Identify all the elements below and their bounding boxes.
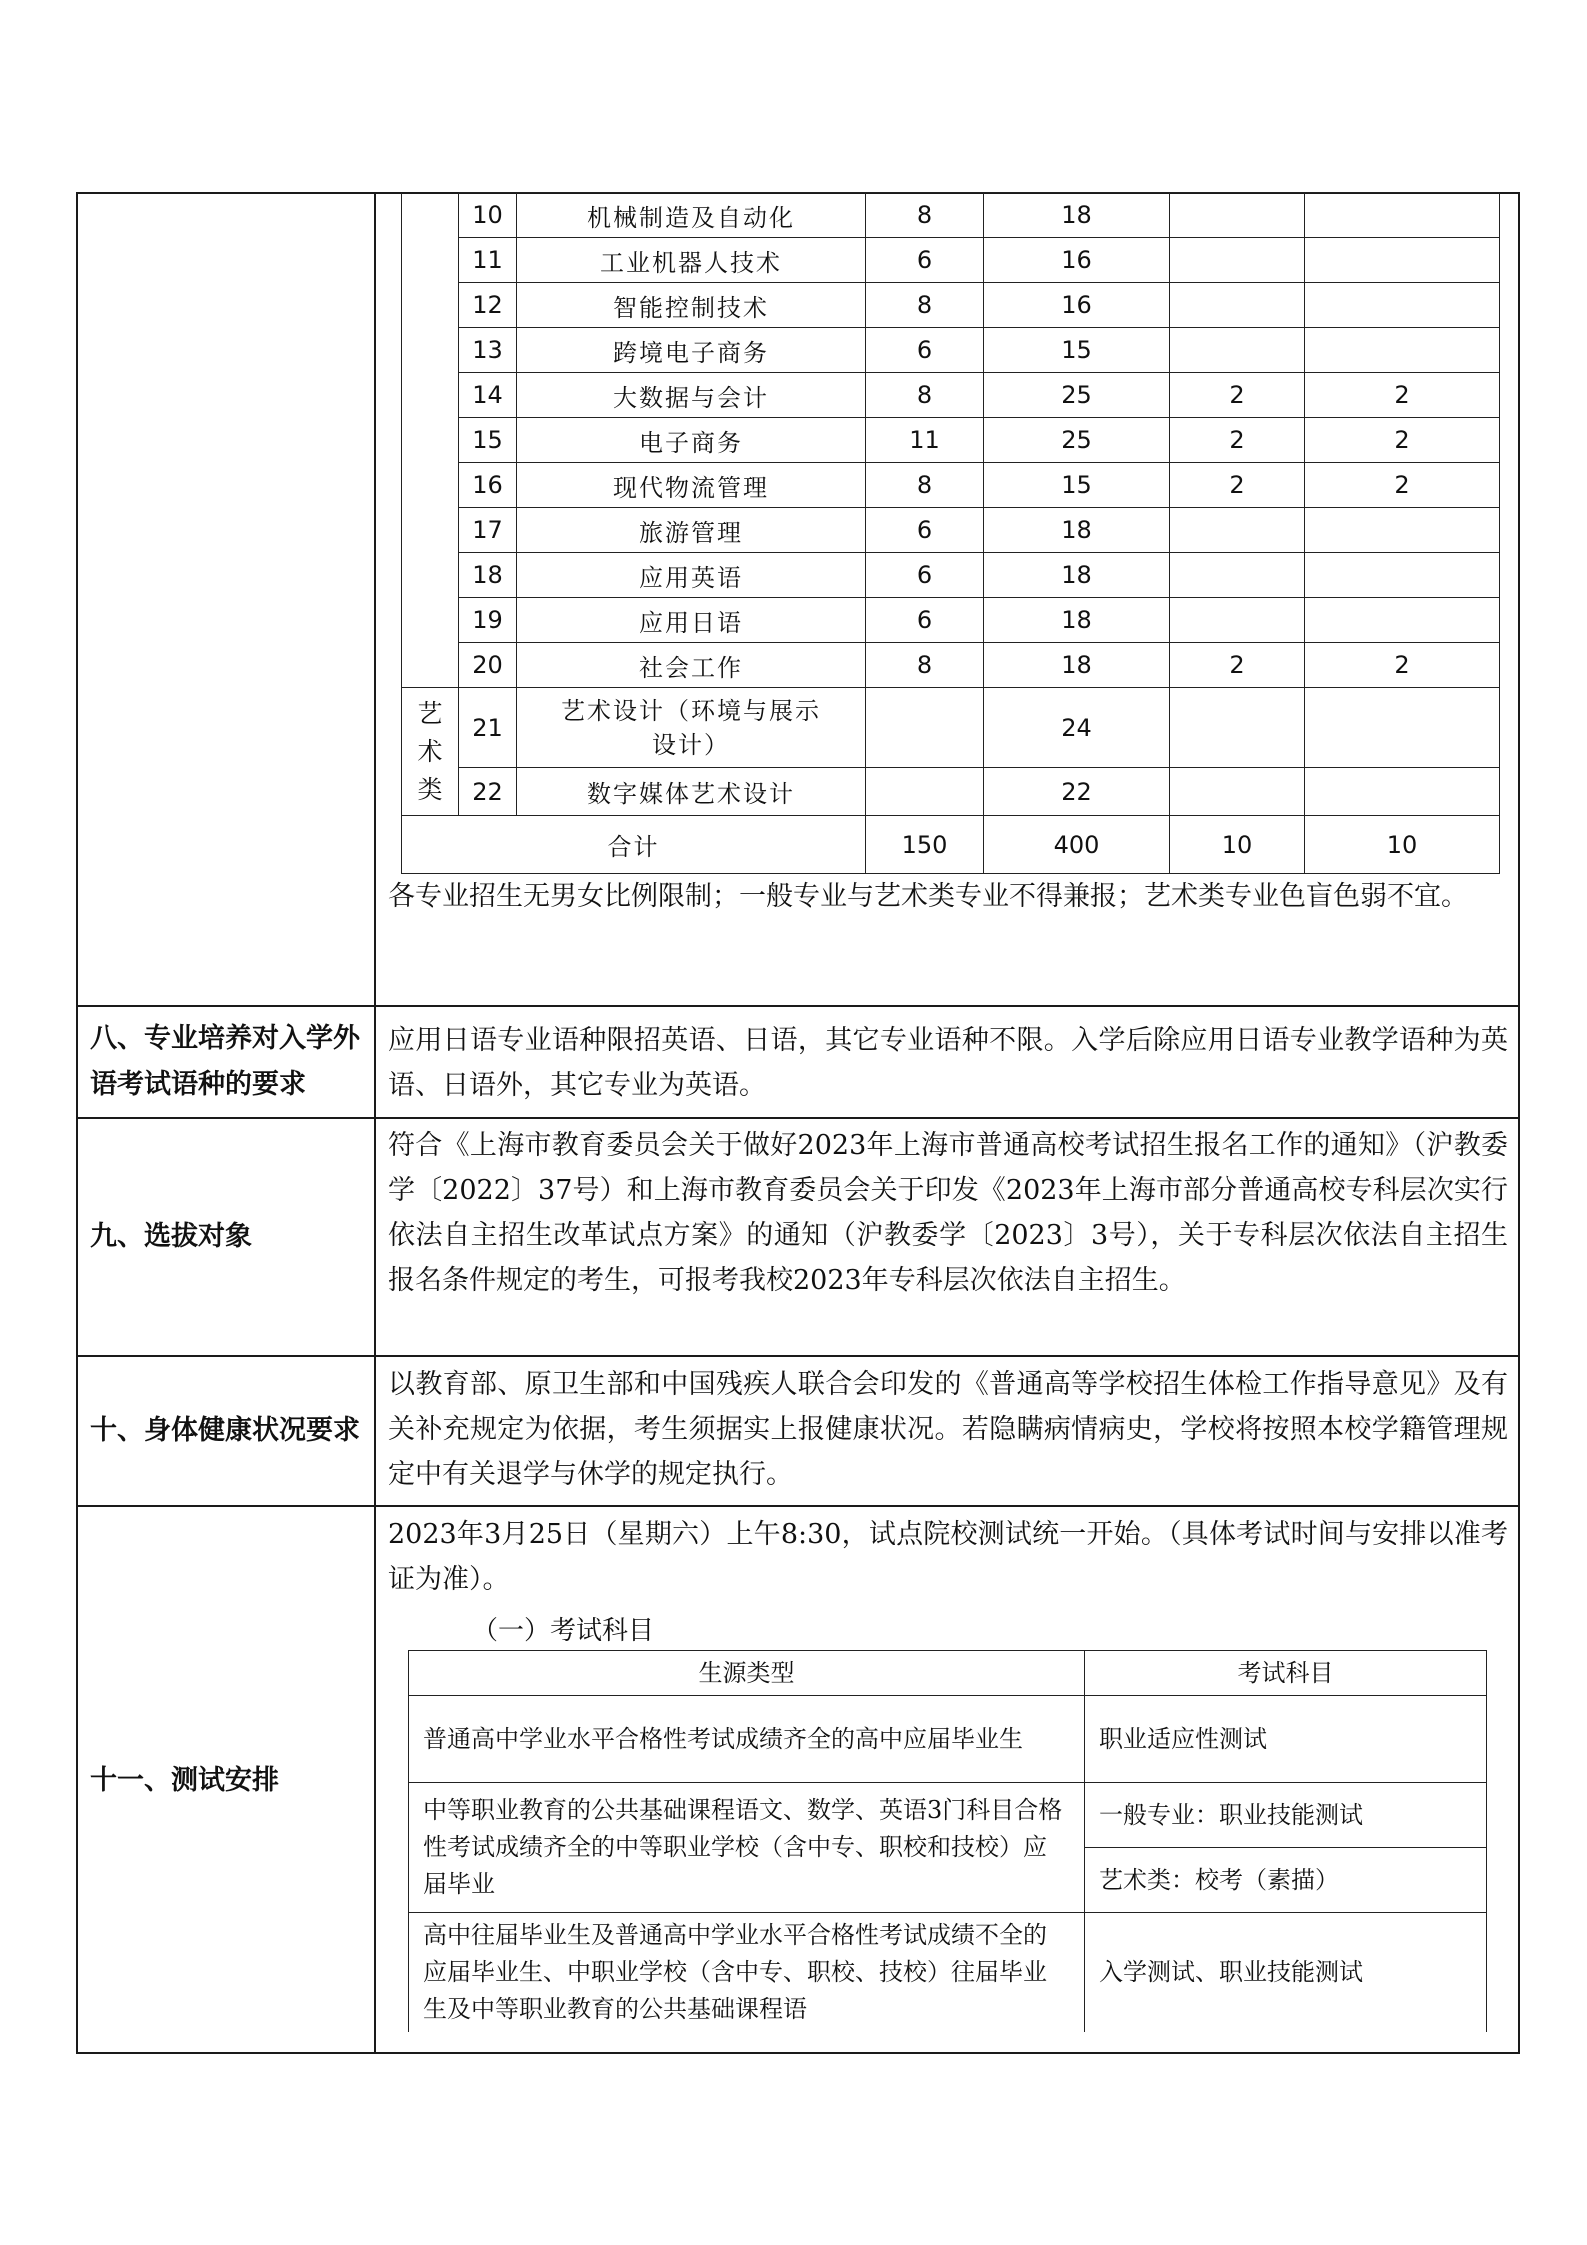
- major-name: 旅游管理: [517, 508, 866, 553]
- quota-cell: 15: [984, 463, 1170, 508]
- quota-cell: [1305, 688, 1500, 768]
- quota-cell: 2: [1305, 373, 1500, 418]
- major-number: 22: [459, 768, 517, 816]
- major-name: 应用英语: [517, 553, 866, 598]
- quota-cell: 6: [866, 328, 984, 373]
- section-10-text: 以教育部、原卫生部和中国残疾人联合会印发的《普通高等学校招生体检工作指导意见》及有关补充规定为依据，考生须据实上报健康状况。若隐瞒病情病史，学校将按照本校学籍管理规定中有关退学与休学的规定执行。: [388, 1369, 1508, 1490]
- subject-cell: 艺术类：校考（素描）: [1085, 1848, 1487, 1913]
- subject-cell: 入学测试、职业技能测试: [1085, 1913, 1487, 2033]
- major-row: [402, 508, 1500, 553]
- quota-cell: [1305, 768, 1500, 816]
- major-number: 12: [459, 283, 517, 328]
- exam-row: [409, 1783, 1487, 1848]
- art-category-label: 艺术类: [417, 698, 443, 804]
- major-number: 16: [459, 463, 517, 508]
- quota-cell: 2: [1170, 643, 1305, 688]
- quota-cell: 8: [866, 643, 984, 688]
- section-9-label: 九、选拔对象: [90, 1221, 252, 1252]
- major-name: 艺术设计（环境与展示设计）: [517, 688, 866, 768]
- total-row: [402, 816, 1500, 874]
- quota-cell: 2: [1170, 418, 1305, 463]
- section-8-text: 应用日语专业语种限招英语、日语，其它专业语种不限。入学后除应用日语专业教学语种为英语、日语外，其它专业为英语。: [388, 1025, 1508, 1101]
- major-number: 17: [459, 508, 517, 553]
- total-cell: 10: [1170, 816, 1305, 874]
- quota-cell: 6: [866, 598, 984, 643]
- major-name: 应用日语: [517, 598, 866, 643]
- section-9-text: 符合《上海市教育委员会关于做好2023年上海市普通高校考试招生报名工作的通知》（沪教委学〔2022〕37号）和上海市教育委员会关于印发《2023年上海市部分普通高校专科层次实行依法自主招生改革试点方案》的通知（沪教委学〔2023〕3号），关于专科层次依法自主招生报名条件规定的考生，可报考我校2023年专科层次依法自主招生。: [388, 1130, 1508, 1296]
- major-number: 20: [459, 643, 517, 688]
- quota-cell: [1170, 598, 1305, 643]
- exam-row: [409, 1696, 1487, 1783]
- quota-cell: 2: [1170, 373, 1305, 418]
- major-row: [402, 238, 1500, 283]
- quota-cell: 24: [984, 688, 1170, 768]
- quota-cell: 18: [984, 553, 1170, 598]
- label-column-divider: [374, 192, 376, 2054]
- enrollment-note: 各专业招生无男女比例限制；一般专业与艺术类专业不得兼报；艺术类专业色盲色弱不宜。: [388, 881, 1468, 912]
- quota-cell: [1305, 508, 1500, 553]
- quota-cell: [1305, 328, 1500, 373]
- quota-cell: [1170, 553, 1305, 598]
- quota-cell: [1170, 193, 1305, 238]
- quota-cell: 18: [984, 643, 1170, 688]
- quota-cell: 16: [984, 238, 1170, 283]
- quota-cell: [1170, 688, 1305, 768]
- quota-cell: 16: [984, 283, 1170, 328]
- quota-cell: 22: [984, 768, 1170, 816]
- major-name: 数字媒体艺术设计: [517, 768, 866, 816]
- major-number: 19: [459, 598, 517, 643]
- quota-cell: 6: [866, 553, 984, 598]
- quota-cell: 18: [984, 508, 1170, 553]
- col-header-source-type: 生源类型: [409, 1651, 1085, 1696]
- section-11-label: 十一、测试安排: [90, 1764, 279, 1796]
- col-header-subjects: 考试科目: [1085, 1651, 1487, 1696]
- major-number: 10: [459, 193, 517, 238]
- major-number: 11: [459, 238, 517, 283]
- art-category-cell: [402, 688, 459, 816]
- major-row: [402, 553, 1500, 598]
- quota-cell: 6: [866, 238, 984, 283]
- quota-cell: 18: [984, 598, 1170, 643]
- quota-cell: 18: [984, 193, 1170, 238]
- source-type-cell: 普通高中学业水平合格性考试成绩齐全的高中应届毕业生: [409, 1696, 1085, 1783]
- quota-cell: 15: [984, 328, 1170, 373]
- quota-cell: 8: [866, 463, 984, 508]
- major-row: [402, 193, 1500, 238]
- major-name: 电子商务: [517, 418, 866, 463]
- quota-cell: 2: [1305, 643, 1500, 688]
- section-10-label: 十、身体健康状况要求: [90, 1415, 360, 1446]
- major-name: 机械制造及自动化: [517, 193, 866, 238]
- quota-cell: [1170, 283, 1305, 328]
- total-cell: 150: [866, 816, 984, 874]
- major-row: [402, 283, 1500, 328]
- major-number: 15: [459, 418, 517, 463]
- total-cell: 400: [984, 816, 1170, 874]
- category-cell: [402, 193, 459, 688]
- quota-cell: 2: [1305, 418, 1500, 463]
- quota-cell: 8: [866, 193, 984, 238]
- quota-cell: 8: [866, 283, 984, 328]
- major-row: [402, 373, 1500, 418]
- major-number: 18: [459, 553, 517, 598]
- exam-row: [409, 1913, 1487, 2033]
- major-name: 社会工作: [517, 643, 866, 688]
- quota-cell: 25: [984, 418, 1170, 463]
- major-row: [402, 328, 1500, 373]
- major-row: [402, 418, 1500, 463]
- major-row: [402, 768, 1500, 816]
- quota-cell: 2: [1305, 463, 1500, 508]
- quota-cell: [1305, 553, 1500, 598]
- major-number: 14: [459, 373, 517, 418]
- subject-cell: 职业适应性测试: [1085, 1696, 1487, 1783]
- major-name: 跨境电子商务: [517, 328, 866, 373]
- major-name: 现代物流管理: [517, 463, 866, 508]
- quota-cell: [1170, 328, 1305, 373]
- quota-cell: 11: [866, 418, 984, 463]
- major-row: [402, 688, 1500, 768]
- quota-cell: 25: [984, 373, 1170, 418]
- quota-cell: [866, 688, 984, 768]
- quota-cell: 8: [866, 373, 984, 418]
- major-row: [402, 463, 1500, 508]
- quota-cell: [1305, 598, 1500, 643]
- quota-cell: [1305, 193, 1500, 238]
- section-11-text: 2023年3月25日（星期六）上午8:30，试点院校测试统一开始。（具体考试时间与安排以准考证为准）。: [388, 1519, 1508, 1595]
- major-row: [402, 643, 1500, 688]
- quota-cell: [866, 768, 984, 816]
- major-name: 智能控制技术: [517, 283, 866, 328]
- source-type-cell: 高中往届毕业生及普通高中学业水平合格性考试成绩不全的应届毕业生、中职业学校（含中专、职校、技校）往届毕业生及中等职业教育的公共基础课程语: [409, 1913, 1085, 2033]
- total-label: 合计: [402, 816, 866, 874]
- section-8-label: 八、专业培养对入学外语考试语种的要求: [90, 1023, 360, 1100]
- major-number: 21: [459, 688, 517, 768]
- source-type-cell: 中等职业教育的公共基础课程语文、数学、英语3门科目合格性考试成绩齐全的中等职业学校（含中专、职校和技校）应届毕业: [409, 1783, 1085, 1913]
- exam-subjects-heading: （一）考试科目: [472, 1616, 655, 1646]
- quota-cell: [1170, 238, 1305, 283]
- major-number: 13: [459, 328, 517, 373]
- total-cell: 10: [1305, 816, 1500, 874]
- quota-cell: [1170, 768, 1305, 816]
- quota-cell: [1170, 508, 1305, 553]
- major-name: 工业机器人技术: [517, 238, 866, 283]
- quota-cell: [1305, 238, 1500, 283]
- exam-header-row: [409, 1651, 1487, 1696]
- exam-subjects-table: [408, 1650, 1487, 2032]
- major-row: [402, 598, 1500, 643]
- quota-cell: [1305, 283, 1500, 328]
- quota-cell: 6: [866, 508, 984, 553]
- subject-cell: 一般专业：职业技能测试: [1085, 1783, 1487, 1848]
- major-name: 大数据与会计: [517, 373, 866, 418]
- quota-cell: 2: [1170, 463, 1305, 508]
- majors-enrollment-table: [401, 192, 1500, 874]
